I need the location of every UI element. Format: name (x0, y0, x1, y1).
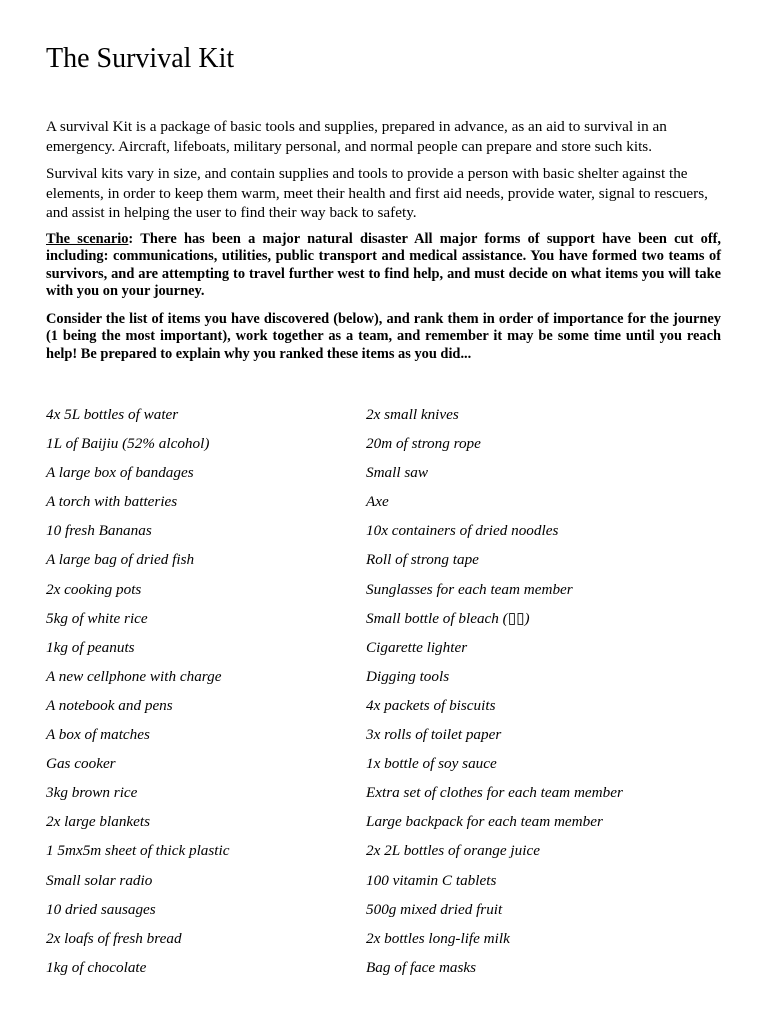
list-item: Small solar radio (46, 871, 153, 889)
list-item: A new cellphone with charge (46, 667, 222, 685)
list-item: Small saw (366, 464, 429, 482)
scenario-paragraph (46, 231, 721, 301)
instructions-paragraph: Consider the list of items you have discovered (below), and rank them in order of importance for the journey (1 being the most important), work together as a team, and remember it may be some time until you reach help! Be prepared to explain why you ranked these items as you did... (46, 310, 721, 363)
list-item: 1L of Baijiu (52% alcohol) (46, 435, 210, 453)
list-item: Bag of face masks (366, 958, 477, 976)
list-item: 4x 5L bottles of water (46, 406, 179, 423)
list-item: Cigarette lighter (366, 638, 468, 656)
list-item: 10 dried sausages (46, 900, 156, 918)
list-item: 2x loafs of fresh bread (46, 929, 182, 947)
list-item: 2x 2L bottles of orange juice (366, 842, 540, 860)
list-item: 5kg of white rice (46, 609, 148, 627)
list-item: Digging tools (366, 667, 450, 685)
list-item: Small bottle of bleach (▯▯) (366, 609, 530, 627)
list-item: 2x large blankets (46, 813, 151, 831)
list-item: 4x packets of biscuits (366, 696, 496, 714)
list-item: 2x small knives (366, 406, 459, 423)
scenario-label: The scenario (46, 230, 129, 247)
intro-paragraph-1: A survival Kit is a package of basic tools and supplies, prepared in advance, as an aid to survival in an emergency. Aircraft, lifeboats, military personal, and normal people can prepare and store such kits. (46, 118, 667, 155)
list-item: A torch with batteries (46, 493, 178, 511)
list-item: 3x rolls of toilet paper (366, 726, 502, 744)
list-item: 1x bottle of soy sauce (366, 755, 497, 773)
intro-paragraph-2: Survival kits vary in size, and contain supplies and tools to provide a person with basic shelter against the elements, in order to keep them warm, meet their health and first aid needs, provide water, signal to rescuers, and assist in helping the user to find their way back to safety. (46, 165, 708, 221)
items-list-right (366, 402, 721, 984)
list-item: 2x bottles long-life milk (366, 929, 510, 947)
list-item: Axe (366, 493, 389, 511)
scenario-text: : There has been a major natural disaster All major forms of support have been cut off, including: communications, utilities, public transport and medical assistance. You have formed two teams of survivors, and are attempting to travel further west to find help, and must decide on what items you will take with you on your journey. (46, 230, 721, 300)
items-list-left (46, 402, 346, 984)
list-item: A large box of bandages (46, 464, 194, 482)
list-item: 500g mixed dried fruit (366, 900, 503, 918)
intro-section (46, 117, 721, 374)
list-item: A notebook and pens (46, 696, 173, 714)
list-item: 3kg brown rice (46, 784, 138, 802)
list-item: Sunglasses for each team member (366, 580, 573, 598)
list-item: 2x cooking pots (46, 580, 142, 598)
list-item: A box of matches (46, 726, 150, 744)
list-item: 1 5mx5m sheet of thick plastic (46, 842, 230, 860)
list-item: 1kg of peanuts (46, 638, 135, 656)
list-item: 10x containers of dried noodles (366, 522, 559, 540)
list-item: Gas cooker (46, 755, 116, 773)
list-item: 10 fresh Bananas (46, 522, 152, 540)
list-item: 100 vitamin C tablets (366, 871, 497, 889)
list-item: Large backpack for each team member (366, 813, 603, 831)
list-item: Extra set of clothes for each team member (366, 784, 623, 802)
list-item: 1kg of chocolate (46, 958, 147, 976)
list-item: Roll of strong tape (366, 551, 479, 569)
list-item: A large bag of dried fish (46, 551, 195, 569)
list-item: 20m of strong rope (366, 435, 481, 453)
page-title: The Survival Kit (46, 43, 235, 74)
